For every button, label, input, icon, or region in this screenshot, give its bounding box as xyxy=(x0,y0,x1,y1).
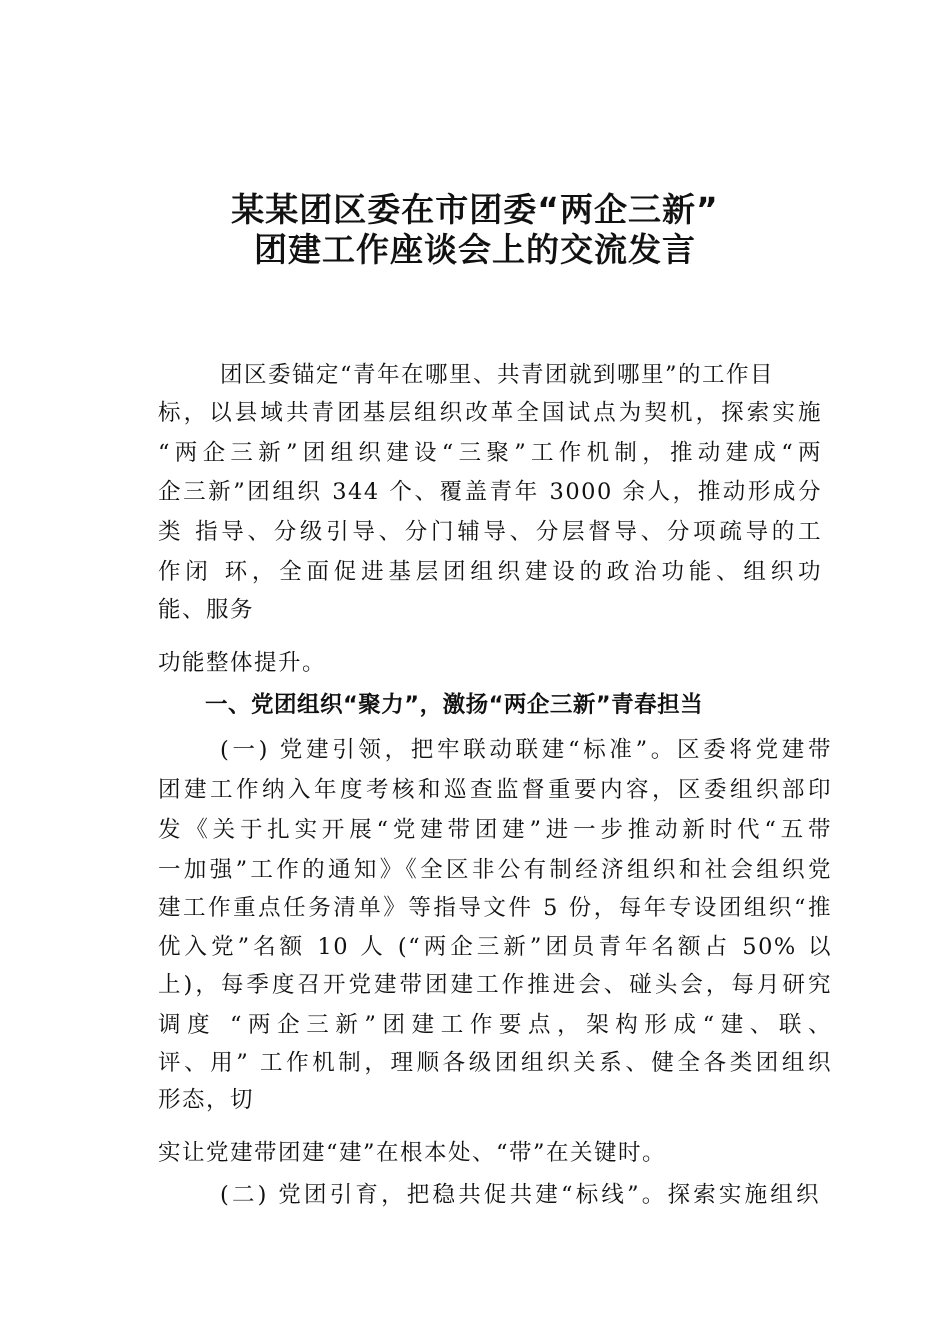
intro-line-5: 类 指导、分级引导、分门辅导、分层督导、分项疏导的工 xyxy=(158,519,822,545)
intro-tail: 功能整体提升。 xyxy=(158,650,327,676)
sub1-line-5: 建工作重点任务清单》等指导文件 5 份，每年专设团组织“推 xyxy=(158,895,832,921)
sub1-line-10: 形态，切 xyxy=(158,1087,255,1113)
intro-line-3: “两企三新”团组织建设“三聚”工作机制，推动建成“两 xyxy=(158,440,822,466)
sub2-line-1: (二) 党团引育，把稳共促共建“标线”。探索实施组织 xyxy=(220,1182,820,1208)
intro-line-2: 标，以县域共青团基层组织改革全国试点为契机，探索实施 xyxy=(158,400,822,426)
sub1-line-9: 评、用” 工作机制，理顺各级团组织关系、健全各类团组织 xyxy=(158,1050,832,1076)
sub1-line-6: 优入党”名额 10 人 (“两企三新”团员青年名额占 50% 以 xyxy=(158,934,832,960)
intro-line-1: 团区委锚定“青年在哪里、共青团就到哪里”的工作目 xyxy=(220,362,775,388)
sub1-line-4: 一加强”工作的通知》《全区非公有制经济组织和社会组织党 xyxy=(158,857,832,883)
document-title-line-2: 团建工作座谈会上的交流发言 xyxy=(254,230,696,269)
sub1-line-7: 上)，每季度召开党建带团建工作推进会、碰头会，每月研究 xyxy=(158,972,832,998)
document-title-line-1: 某某团区委在市团委“两企三新” xyxy=(231,190,719,229)
sub1-line-8: 调度 “两企三新”团建工作要点，架构形成“建、联、 xyxy=(158,1012,832,1038)
intro-line-4: 企三新”团组织 344 个、覆盖青年 3000 余人，推动形成分 xyxy=(158,479,822,505)
section-1-heading: 一、党团组织“聚力”，激扬“两企三新”青春担当 xyxy=(205,692,704,718)
sub1-line-2: 团建工作纳入年度考核和巡查监督重要内容，区委组织部印 xyxy=(158,777,832,803)
sub1-line-3: 发《关于扎实开展“党建带团建”进一步推动新时代“五带 xyxy=(158,817,832,843)
intro-line-6: 作闭 环，全面促进基层团组织建设的政治功能、组织功 xyxy=(158,559,822,585)
intro-line-7: 能、服务 xyxy=(158,597,255,623)
sub1-line-1: (一) 党建引领，把牢联动联建“标准”。区委将党建带 xyxy=(220,737,832,763)
sub1-tail: 实让党建带团建“建”在根本处、“带”在关键时。 xyxy=(158,1140,667,1166)
